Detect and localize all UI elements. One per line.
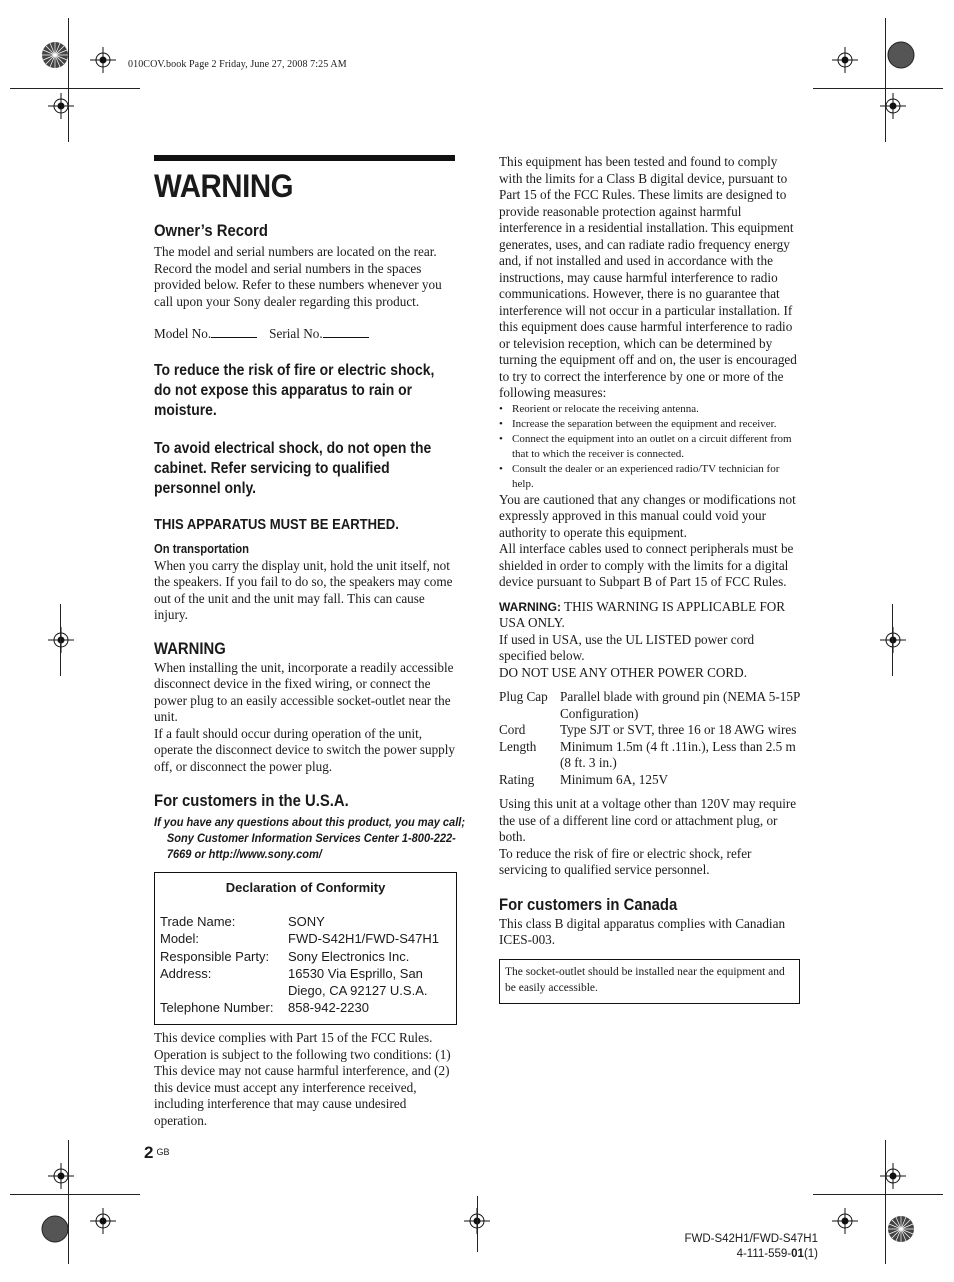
- model-no-label: Model No.: [154, 326, 212, 341]
- declaration-row: Model: FWD-S42H1/FWD-S47H1: [160, 931, 439, 947]
- serial-no-label: Serial No.: [269, 326, 323, 341]
- declaration-row: Trade Name: SONY: [160, 914, 325, 930]
- caution-text: You are cautioned that any changes or modifications not expressly approved in this manual could void your authority to operate this equipment.: [499, 491, 796, 540]
- fcc-compliance-text: This equipment has been tested and found to comply with the limits for a Class B digital device, pursuant to Part 15 of the FCC Rules. These limits are designed to provide reasonable protection against harmful interference in a residential installation. This equipment generates, uses, and can radiate radio frequency energy and, if not installed and used in accordance with the instructions, may cause harmful interference to radio communications. However, there is no guarantee that interference will not occur in a particular installation. If this equipment does cause harmful interference to radio or television reception, which can be determined by turning the equipment off and on, the user is encouraged to try to correct the interference by one or more of the following measures:: [499, 154, 797, 400]
- owners-record-fields: [154, 326, 456, 343]
- fcc-part15-text: This device complies with Part 15 of the FCC Rules. Operation is subject to the following two conditions: (1) This device may not cause harmful interference, and (2) this device must accept any interference received, including interference that may cause undesired operation.: [154, 1030, 451, 1128]
- crosshair-icon: [880, 93, 906, 119]
- shock-warning: To avoid electrical shock, do not open the cabinet. Refer servicing to qualified personnel only.: [154, 439, 432, 497]
- crosshair-icon: [832, 47, 858, 73]
- usa-warning-label: WARNING:: [499, 599, 561, 614]
- spec-row: Length Minimum 1.5m (4 ft .11in.), Less than 2.5 m (8 ft. 3 in.): [499, 738, 796, 770]
- serial-no-blank: [323, 336, 369, 338]
- right-column: [499, 154, 801, 1004]
- declaration-row: Telephone Number: 858-942-2230: [160, 1000, 369, 1016]
- list-item: • Connect the equipment into an outlet on a circuit different from that to which the receiver is connected.: [499, 432, 801, 462]
- spec-row: Cord Type SJT or SVT, three 16 or 18 AWG wires: [499, 722, 797, 737]
- spec-row: Rating Minimum 6A, 125V: [499, 771, 669, 787]
- interference-measures-list: [499, 402, 801, 492]
- crosshair-icon: [48, 627, 74, 653]
- power-cord-specs: [499, 689, 801, 788]
- left-column: [154, 155, 466, 1129]
- page-suffix: GB: [156, 1147, 170, 1157]
- voltage-text: Using this unit at a voltage other than 120V may require the use of a different line cord or attachment plug, or both.: [499, 796, 797, 844]
- socket-outlet-note: The socket-outlet should be installed near the equipment and be easily accessible.: [499, 959, 800, 1004]
- registration-target-icon: [40, 40, 70, 70]
- usa-contact-note: If you have any questions about this product, you may call; Sony Customer Information Services Center 1-800-222-7669 or http://www.sony.com/: [154, 815, 466, 861]
- declaration-row: Responsible Party: Sony Electronics Inc.: [160, 948, 410, 964]
- crosshair-icon: [90, 1208, 116, 1234]
- registration-target-icon: [886, 1214, 916, 1244]
- canada-heading: For customers in Canada: [499, 895, 678, 914]
- page-title: WARNING: [154, 168, 294, 204]
- warning-heading: WARNING: [154, 639, 226, 658]
- owners-record-text: The model and serial numbers are located on the rear. Record the model and serial numbers in the spaces provided below. Refer to these numbers whenever you call upon your Sony dealer regarding this product.: [154, 244, 442, 309]
- earthed-notice: THIS APPARATUS MUST BE EARTHED.: [154, 516, 399, 533]
- registration-target-icon: [40, 1214, 70, 1244]
- part-code: 4-111-559-01(1): [736, 1248, 818, 1260]
- crosshair-icon: [880, 1163, 906, 1189]
- usa-warning-text: THIS WARNING IS APPLICABLE FOR USA ONLY.: [499, 598, 786, 630]
- canada-text: This class B digital apparatus complies with Canadian ICES-003.: [499, 915, 786, 947]
- ul-cord-text: If used in USA, use the UL LISTED power cord specified below.: [499, 631, 755, 663]
- declaration-title: Declaration of Conformity: [225, 880, 386, 895]
- transport-heading: On transportation: [154, 541, 250, 556]
- fire-warning: To reduce the risk of fire or electric shock, do not expose this apparatus to rain or moisture.: [154, 361, 435, 419]
- list-item: • Increase the separation between the equipment and receiver.: [499, 417, 801, 432]
- crosshair-icon: [90, 47, 116, 73]
- cables-text: All interface cables used to connect peripherals must be shielded in order to comply with the limits for a digital device pursuant to Subpart B of Part 15 of FCC Rules.: [499, 541, 794, 589]
- declaration-of-conformity: [154, 872, 457, 1025]
- crosshair-icon: [48, 93, 74, 119]
- usa-heading: For customers in the U.S.A.: [154, 792, 349, 810]
- spec-row: Plug Cap Parallel blade with ground pin (NEMA 5-15P Configuration): [499, 689, 800, 721]
- declaration-row: Address: 16530 Via Esprillo, San Diego, CA 92127 U.S.A.: [160, 965, 428, 999]
- usa-only-warning: [499, 599, 801, 632]
- page-number: 2 GB: [144, 1143, 170, 1162]
- model-no-blank: [211, 336, 257, 338]
- risk-text: To reduce the risk of fire or electric shock, refer servicing to qualified service personnel.: [499, 845, 752, 877]
- registration-target-icon: [886, 40, 916, 70]
- transport-text: When you carry the display unit, hold the unit itself, not the speakers. If you fail to do so, the speakers may come out of the unit and the unit may fall. This can cause injury.: [154, 557, 453, 622]
- no-other-cord-text: DO NOT USE ANY OTHER POWER CORD.: [499, 664, 748, 680]
- model-name: FWD-S42H1/FWD-S47H1: [684, 1233, 818, 1245]
- list-item: • Consult the dealer or an experienced radio/TV technician for help.: [499, 462, 801, 492]
- list-item: • Reorient or relocate the receiving antenna.: [499, 402, 801, 417]
- owners-record-heading: Owner’s Record: [154, 222, 268, 240]
- crosshair-icon: [880, 627, 906, 653]
- title-rule: [154, 155, 455, 161]
- print-header: 010COV.book Page 2 Friday, June 27, 2008 7:25 AM: [128, 59, 347, 70]
- crosshair-icon: [832, 1208, 858, 1234]
- model-footer: [600, 1232, 818, 1262]
- crosshair-icon: [48, 1163, 74, 1189]
- warning-text-2: If a fault should occur during operation of the unit, operate the disconnect device to switch the power supply off, or disconnect the power plug.: [154, 725, 456, 774]
- warning-text-1: When installing the unit, incorporate a readily accessible disconnect device in the fixed wiring, or connect the power plug to an easily accessible socket-outlet near the unit.: [154, 659, 454, 724]
